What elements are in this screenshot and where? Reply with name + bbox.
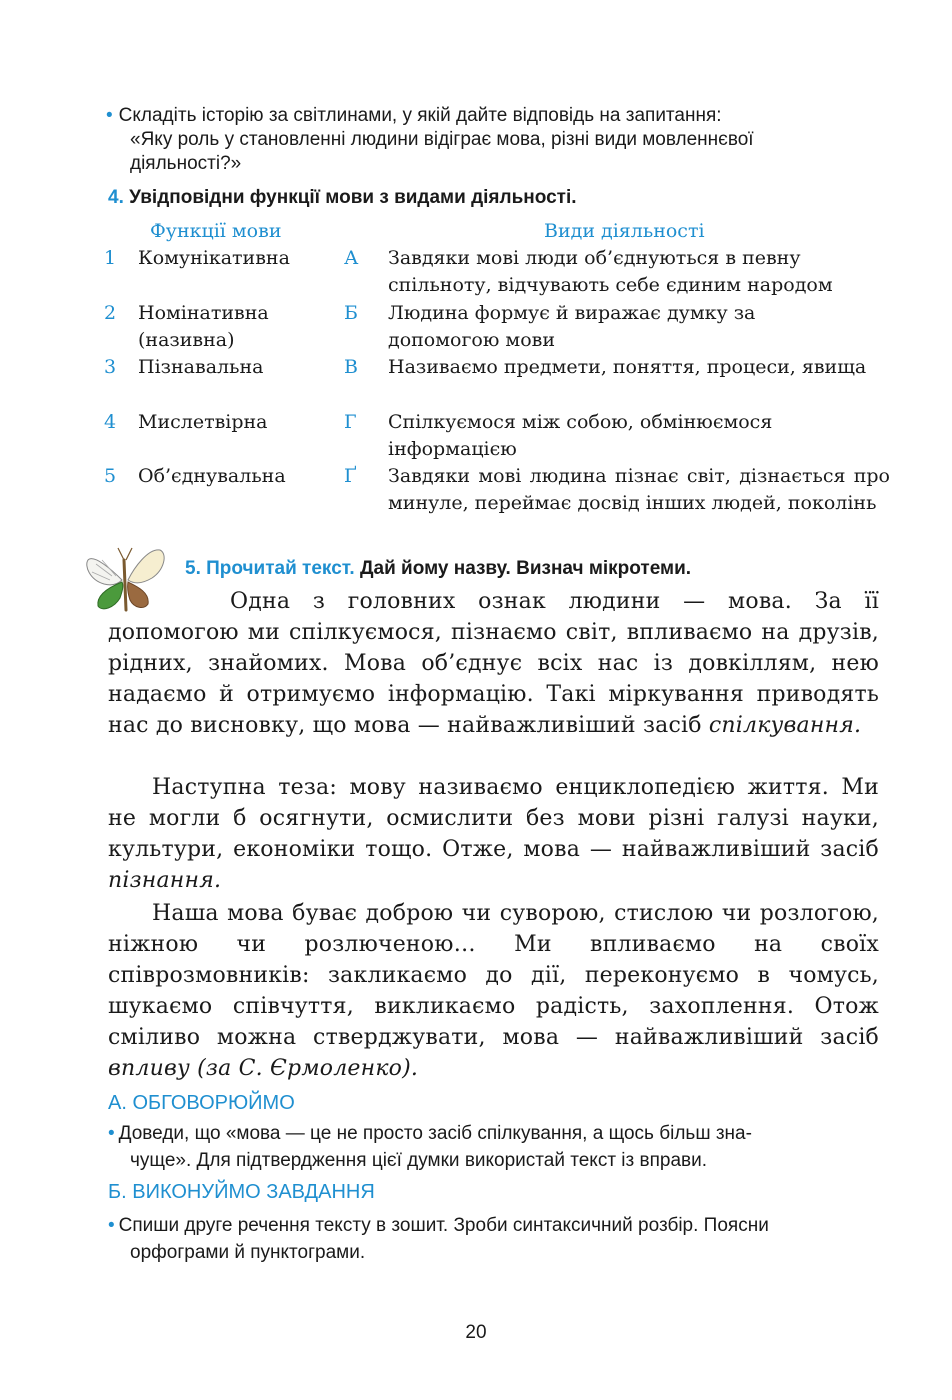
activity-text: Людина формує й виражає думку за допомогою мови: [388, 302, 756, 351]
bullet-icon: •: [106, 105, 113, 126]
section-a-line-1: Доведи, що «мова — це не просто засіб спілкування, а щось більш зна-: [118, 1123, 752, 1144]
function-name: Мислетвірна: [138, 411, 268, 433]
task4-number: 4.: [108, 187, 124, 208]
page-number: 20: [465, 1322, 487, 1343]
section-a-title: А. ОБГОВОРЮЙМО: [108, 1092, 295, 1114]
intro-bullet: [106, 104, 866, 176]
bullet-icon: •: [108, 1215, 115, 1236]
activity-letter: А: [344, 247, 359, 269]
function-number: 1: [104, 247, 117, 269]
column-header-functions: Функції мови: [150, 220, 282, 242]
activity-text: Завдяки мові людина пізнає світ, дізнається про минуле, переймає досвід інших людей, поколінь: [388, 465, 890, 514]
paragraph-2: [108, 772, 879, 896]
task5-label: 5. Прочитай текст.: [185, 558, 355, 579]
task4-title: Увідповідни функції мови з видами діяльності.: [129, 187, 577, 208]
activity-letter: Г: [344, 411, 357, 433]
function-name: Пізнавальна: [138, 356, 264, 378]
paragraph-3-text: Наша мова буває доброю чи суворою, стислою чи розлогою, ніжною чи розлюченою… Ми впливаємо на своїх співрозмовників: закликаємо до дії, переконуємо в чомусь, шукаємо співчуття, викликаємо радість, захоплення. Отож сміливо можна стверджувати, мова — найважливіший засіб: [108, 901, 879, 1050]
section-a-bullet: [108, 1120, 868, 1174]
activity-letter: Б: [344, 302, 358, 324]
intro-line-1: Складіть історію за світлинами, у якій дайте відповідь на запитання:: [118, 105, 722, 126]
column-header-activities: Види діяльності: [544, 220, 705, 242]
section-a-line-2: чуще». Для підтвердження цієї думки використай текст із вправи.: [130, 1150, 708, 1171]
intro-line-3: діяльності?»: [130, 153, 242, 174]
function-name: Комунікативна: [138, 247, 290, 269]
task4-heading: [108, 187, 577, 209]
function-number: 3: [104, 356, 117, 378]
paragraph-3: [108, 898, 879, 1084]
activity-letter: Ґ: [344, 465, 357, 487]
function-name: [138, 300, 338, 354]
section-b-line-2: орфограми й пунктограми.: [130, 1242, 366, 1263]
function-name: Об’єднувальна: [138, 465, 286, 487]
paragraph-1-text: Одна з головних ознак людини — мова. За її допомогою ми спілкуємося, пізнаємо світ, впливаємо на друзів, рідних, знайомих. Мова об’єднує всіх нас із довкіллям, нею надаємо й отримуємо інформацію. Такі міркування приводять нас до висновку, що мова — найважливіший засіб: [108, 589, 879, 738]
activity-text: Спілкуємося між собою, обмінюємося інформацією: [388, 411, 773, 460]
paragraph-1-italic: спілкування.: [708, 713, 862, 738]
task5-heading: [185, 558, 691, 580]
task5-instruction: Дай йому назву. Визнач мікротеми.: [359, 558, 692, 579]
function-name-line-1: Номінативна: [138, 302, 269, 324]
activity-text: Завдяки мові люди об’єднуються в певну спільноту, відчувають себе єдиним народом: [388, 247, 833, 296]
paragraph-1: [108, 586, 879, 741]
paragraph-3-italic: впливу (за С. Єрмоленко).: [108, 1056, 419, 1081]
activity-letter: В: [344, 356, 358, 378]
paragraph-2-italic: пізнання.: [108, 868, 222, 893]
activity-text: Називаємо предмети, поняття, процеси, явища: [388, 356, 867, 378]
function-name-line-2: (називна): [138, 329, 235, 351]
function-number: 2: [104, 302, 117, 324]
function-number: 5: [104, 465, 117, 487]
section-b-line-1: Спиши друге речення тексту в зошит. Зроби синтаксичний розбір. Поясни: [118, 1215, 769, 1236]
section-b-title: Б. ВИКОНУЙМО ЗАВДАННЯ: [108, 1181, 375, 1203]
function-number: 4: [104, 411, 117, 433]
section-b-bullet: [108, 1212, 868, 1266]
intro-line-2: «Яку роль у становленні людини відіграє мова, різні види мовленнєвої: [130, 129, 754, 150]
paragraph-2-text: Наступна теза: мову називаємо енциклопедією життя. Ми не могли б осягнути, осмислити без мови різні галузі науки, культури, економіки тощо. Отже, мова — найважливіший засіб: [108, 775, 879, 862]
bullet-icon: •: [108, 1123, 115, 1144]
